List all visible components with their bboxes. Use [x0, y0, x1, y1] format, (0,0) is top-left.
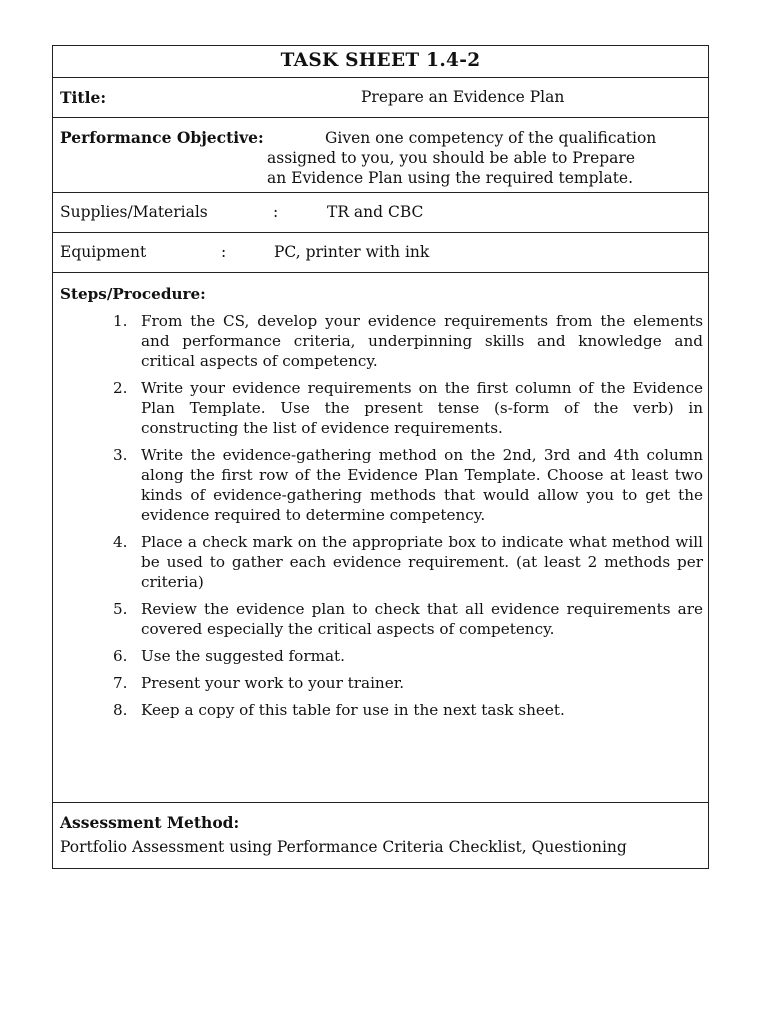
step-text: Use the suggested format. — [141, 647, 345, 665]
step-number: 3. — [113, 446, 128, 464]
step-number: 8. — [113, 701, 128, 719]
step-text: Place a check mark on the appropriate box to indicate what method will be used to gather each evidence requirement. (at least 2 methods per criteria) — [141, 533, 703, 591]
step-number: 1. — [113, 312, 128, 330]
assessment-row — [53, 803, 708, 868]
step-item — [113, 445, 703, 525]
sheet-heading: TASK SHEET 1.4-2 — [53, 46, 708, 78]
step-number: 6. — [113, 647, 128, 665]
equipment-value: PC, printer with ink — [274, 243, 430, 261]
title-row — [53, 78, 708, 118]
step-text: Review the evidence plan to check that all evidence requirements are covered especially the critical aspects of competency. — [141, 600, 703, 638]
objective-label: Performance Objective: — [60, 128, 264, 147]
equipment-label: Equipment — [60, 243, 147, 261]
step-item — [113, 646, 703, 666]
title-label: Title: — [60, 88, 107, 107]
task-sheet — [52, 45, 709, 869]
objective-text — [267, 128, 697, 188]
steps-row — [53, 273, 708, 803]
step-item — [113, 700, 703, 720]
step-text: Present your work to your trainer. — [141, 674, 405, 692]
step-item — [113, 378, 703, 438]
step-number: 2. — [113, 379, 128, 397]
supplies-value: TR and CBC — [327, 203, 424, 221]
step-number: 4. — [113, 533, 128, 551]
equipment-colon: : — [221, 243, 227, 261]
step-number: 5. — [113, 600, 128, 618]
assessment-label: Assessment Method: — [60, 813, 240, 832]
objective-line: an Evidence Plan using the required template. — [267, 169, 634, 187]
performance-objective-row — [53, 118, 708, 193]
step-number: 7. — [113, 674, 128, 692]
supplies-colon: : — [273, 203, 279, 221]
objective-line: assigned to you, you should be able to Prepare — [267, 149, 635, 167]
supplies-row — [53, 193, 708, 233]
objective-line: Given one competency of the qualification — [325, 129, 657, 147]
title-value: Prepare an Evidence Plan — [361, 88, 565, 106]
step-text: From the CS, develop your evidence requirements from the elements and performance criteria, underpinning skills and knowledge and critical aspects of competency. — [141, 312, 703, 370]
steps-heading: Steps/Procedure: — [60, 285, 206, 303]
step-item — [113, 532, 703, 592]
equipment-row — [53, 233, 708, 273]
steps-list — [113, 311, 703, 727]
step-item — [113, 673, 703, 693]
step-text: Write your evidence requirements on the first column of the Evidence Plan Template. Use the present tense (s-form of the verb) in constructing the list of evidence requirements. — [141, 379, 703, 437]
step-item — [113, 599, 703, 639]
step-text: Write the evidence-gathering method on the 2nd, 3rd and 4th column along the first row of the Evidence Plan Template. Choose at least two kinds of evidence-gathering methods that would allow you to get the evidence required to determine competency. — [141, 446, 703, 524]
supplies-label: Supplies/Materials — [60, 203, 208, 221]
step-text: Keep a copy of this table for use in the next task sheet. — [141, 701, 565, 719]
step-item — [113, 311, 703, 371]
assessment-value: Portfolio Assessment using Performance Criteria Checklist, Questioning — [60, 838, 627, 856]
